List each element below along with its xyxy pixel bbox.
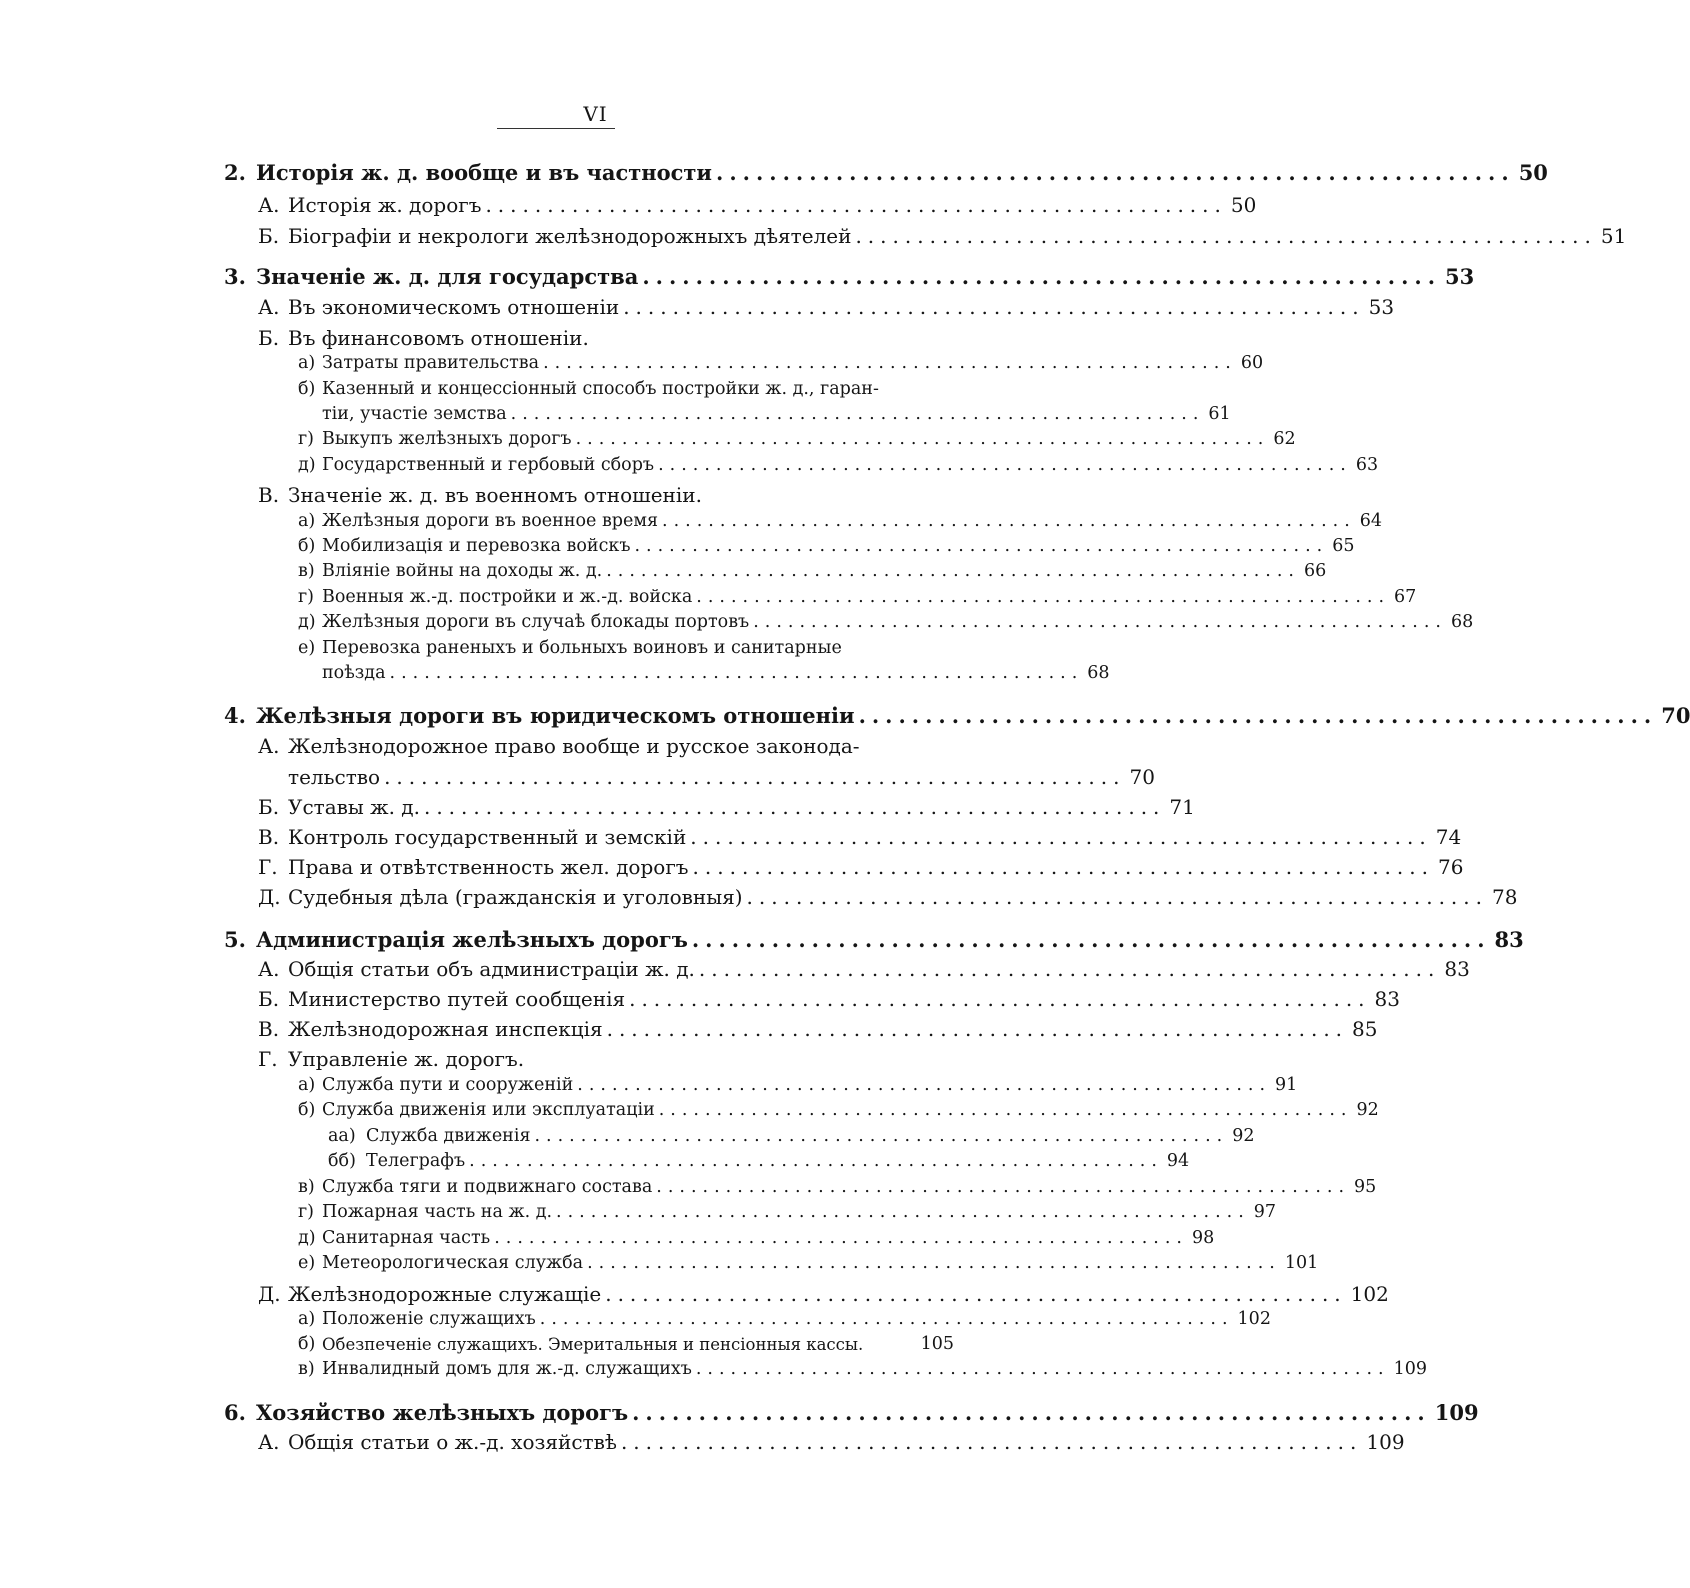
toc-entry-3a[interactable] <box>258 295 1395 319</box>
page-ref: 83 <box>1494 927 1524 952</box>
dot-leader: ............................................................ <box>623 295 1365 319</box>
dot-leader: ............................................................ <box>469 1151 1163 1171</box>
dot-leader: ............................................................ <box>606 1017 1349 1041</box>
entry-title: Управленiе ж. дорогъ. <box>288 1047 525 1071</box>
toc-entry-5g-d[interactable] <box>298 1228 1215 1248</box>
dot-leader: ............................................................ <box>485 193 1227 217</box>
toc-entry-3b-a[interactable] <box>298 353 1264 373</box>
toc-entry-5d[interactable] <box>258 1282 1389 1306</box>
entry-letter: е) <box>298 1253 316 1273</box>
entry-letter: а) <box>298 1309 316 1329</box>
page-ref: 50 <box>1518 160 1548 185</box>
section-title: Администрацiя желѣзныхъ дорогъ <box>256 927 688 952</box>
entry-title: Затраты правительства <box>322 353 540 373</box>
page-ref: 101 <box>1284 1253 1319 1273</box>
page-ref: 98 <box>1191 1228 1215 1248</box>
page-ref: 97 <box>1253 1202 1277 1222</box>
toc-entry-3v-e[interactable] <box>298 638 904 658</box>
section-title: Хозяйство желѣзныхъ дорогъ <box>256 1400 629 1425</box>
section-title: Исторiя ж. д. вообще и въ частности <box>256 160 713 185</box>
toc-entry-5g-v[interactable] <box>298 1177 1377 1197</box>
page-ref: 94 <box>1166 1151 1190 1171</box>
entry-title: Въ финансовомъ отношенiи. <box>288 326 589 350</box>
toc-entry-3b-d[interactable] <box>298 455 1379 475</box>
page-ref: 64 <box>1359 511 1383 531</box>
dot-leader: ............................................................ <box>696 587 1391 607</box>
page-ref: 109 <box>1366 1430 1405 1454</box>
entry-letter: В. <box>258 483 280 507</box>
dot-leader: ............................................................ <box>606 561 1300 581</box>
toc-entry-5a[interactable] <box>258 957 1470 981</box>
page-ref: 92 <box>1232 1126 1255 1146</box>
dot-leader: ............................................................ <box>632 1400 1431 1425</box>
dot-leader: ............................................................ <box>534 1126 1229 1146</box>
page-number: VI <box>583 102 608 126</box>
toc-entry-5b[interactable] <box>258 987 1400 1011</box>
entry-title: Инвалидный домъ для ж.-д. служащихъ <box>322 1359 692 1379</box>
dot-leader: ............................................................ <box>746 885 1488 909</box>
toc-entry-6a[interactable] <box>258 1430 1405 1454</box>
entry-title: Метеорологическая служба <box>322 1253 584 1273</box>
dot-leader: ............................................................ <box>656 1177 1351 1197</box>
entry-letter: в) <box>298 1359 315 1379</box>
dot-leader: ............................................................ <box>510 404 1205 424</box>
entry-title: Служба тяги и подвижнаго состава <box>322 1177 653 1197</box>
entry-title: Государственный и гербовый сборъ <box>322 455 655 475</box>
dot-leader: ............................................................ <box>658 455 1352 475</box>
toc-entry-3b-g[interactable] <box>298 429 1296 449</box>
page-ref: 53 <box>1445 264 1475 289</box>
page-ref: 68 <box>1450 612 1474 632</box>
dot-leader: ............................................................ <box>690 825 1432 849</box>
toc-entry-5g-b-aa[interactable] <box>328 1126 1255 1146</box>
dot-leader: ............................................................ <box>556 1202 1250 1222</box>
dot-leader: ............................................................ <box>605 1282 1347 1306</box>
toc-section-5[interactable] <box>224 927 1524 952</box>
dot-leader: ............................................................ <box>629 987 1371 1011</box>
entry-title: Въ экономическомъ отношенiи <box>288 295 620 319</box>
toc-section-3[interactable] <box>224 264 1475 289</box>
page-ref: 83 <box>1374 987 1400 1011</box>
page-ref: 50 <box>1230 193 1257 217</box>
entry-letter: а) <box>298 353 316 373</box>
entry-letter: б) <box>298 1334 316 1354</box>
toc-entry-3b-b[interactable] <box>298 379 904 399</box>
page-ref: 83 <box>1444 957 1470 981</box>
dot-leader: ............................................................ <box>389 663 1084 683</box>
toc-entry-5g-g[interactable] <box>298 1202 1277 1222</box>
page-ref: 102 <box>1350 1282 1389 1306</box>
toc-entry-5g-b[interactable] <box>298 1100 1379 1120</box>
entry-letter: аа) <box>328 1126 356 1146</box>
section-title: Желѣзныя дороги въ юридическомъ отношенiи <box>256 703 855 728</box>
entry-letter: г) <box>298 1202 314 1222</box>
entry-letter: в) <box>298 1177 315 1197</box>
toc-entry-5g[interactable] <box>258 1047 954 1071</box>
entry-title: Значенiе ж. д. въ военномъ отношенiи. <box>288 483 702 507</box>
dot-leader: ............................................................ <box>620 1430 1363 1454</box>
entry-letter: Б. <box>258 326 280 350</box>
entry-letter: А. <box>258 295 280 319</box>
entry-title-line-2: тiи, участiе земства <box>322 404 507 424</box>
dot-leader: ............................................................ <box>753 612 1447 632</box>
toc-section-2[interactable] <box>224 160 1548 185</box>
entry-title: Мобилизацiя и перевозка войскъ <box>322 536 631 556</box>
entry-letter: А. <box>258 957 280 981</box>
entry-title-line-1: Желѣзнодорожное право вообще и русское законода- <box>288 734 860 758</box>
dot-leader: ............................................................ <box>858 703 1658 728</box>
page-ref: 91 <box>1275 1075 1298 1095</box>
page-ref: 105 <box>920 1334 954 1354</box>
entry-letter: Б. <box>258 795 280 819</box>
toc-entry-5d-b[interactable] <box>298 1334 954 1354</box>
entry-title: Общiя статьи объ администрацiи ж. д. <box>288 957 695 981</box>
entry-title: Исторiя ж. дорогъ <box>288 193 482 217</box>
entry-title: Обезпеченiе служащихъ. Эмеритальныя и пенсiонныя кассы. <box>322 1335 864 1354</box>
dot-leader: ............................................................ <box>698 957 1441 981</box>
dot-leader: ............................................................ <box>662 511 1356 531</box>
entry-letter: Г. <box>258 855 278 879</box>
entry-title: Военныя ж.-д. постройки и ж.-д. войска <box>322 587 693 607</box>
toc-entry-3v[interactable] <box>258 483 954 507</box>
toc-entry-5d-v[interactable] <box>298 1359 1428 1379</box>
dot-leader: ............................................................ <box>658 1100 1353 1120</box>
toc-entry-3b-b-cont[interactable] <box>322 404 1231 424</box>
toc-entry-4g[interactable] <box>258 855 1464 879</box>
dot-leader: ............................................................ <box>634 536 1329 556</box>
entry-title: Положенiе служащихъ <box>322 1309 536 1329</box>
entry-title: Выкупъ желѣзныхъ дорогъ <box>322 429 572 449</box>
entry-title: Служба движенiя <box>366 1126 531 1146</box>
page-ref: 78 <box>1492 885 1518 909</box>
entry-letter: в) <box>298 561 315 581</box>
page-ref: 65 <box>1332 536 1355 556</box>
toc-entry-3v-e-cont[interactable] <box>322 663 1110 683</box>
toc-entry-4a[interactable] <box>258 734 904 758</box>
toc-entry-3v-v[interactable] <box>298 561 1327 581</box>
entry-letter: Д. <box>258 885 281 909</box>
entry-letter: д) <box>298 1228 316 1248</box>
toc-section-6[interactable] <box>224 1400 1479 1425</box>
toc-entry-2b[interactable] <box>258 224 1627 248</box>
page-ref: 74 <box>1435 825 1462 849</box>
page-ref: 66 <box>1303 561 1327 581</box>
page-ref: 60 <box>1240 353 1264 373</box>
dot-leader: ............................................................ <box>642 264 1442 289</box>
dot-leader: ............................................................ <box>692 855 1434 879</box>
toc-entry-4a-cont[interactable] <box>288 765 1155 789</box>
entry-letter: Б. <box>258 224 280 248</box>
page-ref: 95 <box>1354 1177 1377 1197</box>
entry-title: Министерство путей сообщенiя <box>288 987 626 1011</box>
toc-entry-4d[interactable] <box>258 885 1518 909</box>
page-ref: 109 <box>1434 1400 1479 1425</box>
toc-entry-3v-d[interactable] <box>298 612 1474 632</box>
entry-title-line-1: Перевозка раненыхъ и больныхъ воиновъ и санитарные <box>322 638 842 658</box>
section-number: 2. <box>224 160 246 185</box>
dot-leader: ............................................................ <box>691 927 1491 952</box>
toc-entry-3v-a[interactable] <box>298 511 1383 531</box>
entry-letter: б) <box>298 1100 316 1120</box>
toc-entry-2a[interactable] <box>258 193 1257 217</box>
entry-title: Судебныя дѣла (гражданскiя и уголовныя) <box>288 885 743 909</box>
entry-letter: Г. <box>258 1047 278 1071</box>
entry-title: Влiянiе войны на доходы ж. д. <box>322 561 603 581</box>
dot-leader: ............................................................ <box>539 1309 1234 1329</box>
dot-leader: ............................................................ <box>575 429 1270 449</box>
entry-title: Служба движенiя или эксплуатацiи <box>322 1100 655 1120</box>
entry-title: Пожарная часть на ж. д. <box>322 1202 553 1222</box>
toc-entry-5d-a[interactable] <box>298 1309 1271 1329</box>
entry-title: Желѣзнодорожные служащiе <box>288 1282 602 1306</box>
section-number: 4. <box>224 703 246 728</box>
page-ref: 61 <box>1208 404 1231 424</box>
page-ref: 85 <box>1352 1017 1378 1041</box>
entry-title: Желѣзнодорожная инспекцiя <box>288 1017 603 1041</box>
dot-leader: ............................................................ <box>577 1075 1272 1095</box>
section-number: 5. <box>224 927 246 952</box>
dot-leader: ............................................................ <box>587 1253 1281 1273</box>
toc-entry-5v[interactable] <box>258 1017 1378 1041</box>
entry-letter: б) <box>298 379 316 399</box>
entry-letter: д) <box>298 612 316 632</box>
entry-title: Общiя статьи о ж.-д. хозяйствѣ <box>288 1430 617 1454</box>
page-ref: 76 <box>1437 855 1464 879</box>
entry-letter: д) <box>298 455 316 475</box>
page-ref: 67 <box>1394 587 1417 607</box>
entry-letter: В. <box>258 1017 280 1041</box>
section-number: 3. <box>224 264 246 289</box>
dot-leader: ............................................................ <box>494 1228 1188 1248</box>
entry-title: Права и отвѣтственность жел. дорогъ <box>288 855 689 879</box>
page-ref: 102 <box>1237 1309 1271 1329</box>
page-ref: 53 <box>1368 295 1395 319</box>
entry-letter: Б. <box>258 987 280 1011</box>
entry-letter: а) <box>298 1075 316 1095</box>
entry-title-line-1: Казенный и концессiонный способъ постройки ж. д., гаран- <box>322 379 879 399</box>
entry-letter: а) <box>298 511 316 531</box>
entry-title: Желѣзныя дороги въ случаѣ блокады портовъ <box>322 612 750 632</box>
entry-title: Контроль государственный и земскiй <box>288 825 687 849</box>
entry-letter: г) <box>298 429 314 449</box>
dot-leader: ............................................................ <box>423 795 1166 819</box>
entry-letter: А. <box>258 734 280 758</box>
entry-letter: Д. <box>258 1282 281 1306</box>
entry-title: Бiографiи и некрологи желѣзнодорожныхъ дѣятелей <box>288 224 852 248</box>
section-title: Значенiе ж. д. для государства <box>256 264 639 289</box>
toc-entry-4b[interactable] <box>258 795 1195 819</box>
toc-entry-5g-e[interactable] <box>298 1253 1319 1273</box>
entry-letter: б) <box>298 536 316 556</box>
dot-leader: ............................................................ <box>716 160 1515 185</box>
entry-title: Телеграфъ <box>366 1151 466 1171</box>
toc-entry-3v-g[interactable] <box>298 587 1417 607</box>
entry-title: Санитарная часть <box>322 1228 491 1248</box>
page-ref: 71 <box>1169 795 1195 819</box>
page-ref: 70 <box>1661 703 1690 728</box>
entry-title: Желѣзныя дороги въ военное время <box>322 511 659 531</box>
toc-entry-3b[interactable] <box>258 326 954 350</box>
section-number: 6. <box>224 1400 246 1425</box>
dot-leader: ............................................................ <box>384 765 1126 789</box>
toc-entry-4v[interactable] <box>258 825 1462 849</box>
entry-title-line-2: поѣзда <box>322 663 386 683</box>
page-ref: 63 <box>1355 455 1379 475</box>
toc-section-4[interactable] <box>224 703 1690 728</box>
entry-letter: г) <box>298 587 314 607</box>
page-ref: 62 <box>1273 429 1296 449</box>
page-ref: 70 <box>1129 765 1155 789</box>
entry-letter: А. <box>258 1430 280 1454</box>
toc-entry-5g-b-bb[interactable] <box>328 1151 1190 1171</box>
entry-letter: е) <box>298 638 316 658</box>
dot-leader: ............................................................ <box>695 1359 1390 1379</box>
entry-letter: бб) <box>328 1151 356 1171</box>
page-ref: 109 <box>1393 1359 1428 1379</box>
entry-title: Уставы ж. д. <box>288 795 420 819</box>
entry-title-line-2: тельство <box>288 765 381 789</box>
dot-leader: ............................................................ <box>855 224 1597 248</box>
dot-leader: ............................................................ <box>543 353 1237 373</box>
page-ref: 68 <box>1087 663 1110 683</box>
page-ref: 51 <box>1600 224 1627 248</box>
toc-entry-3v-b[interactable] <box>298 536 1355 556</box>
entry-letter: В. <box>258 825 280 849</box>
entry-title: Служба пути и сооруженiй <box>322 1075 574 1095</box>
toc-entry-5g-a[interactable] <box>298 1075 1298 1095</box>
entry-letter: А. <box>258 193 280 217</box>
page-ref: 92 <box>1356 1100 1379 1120</box>
